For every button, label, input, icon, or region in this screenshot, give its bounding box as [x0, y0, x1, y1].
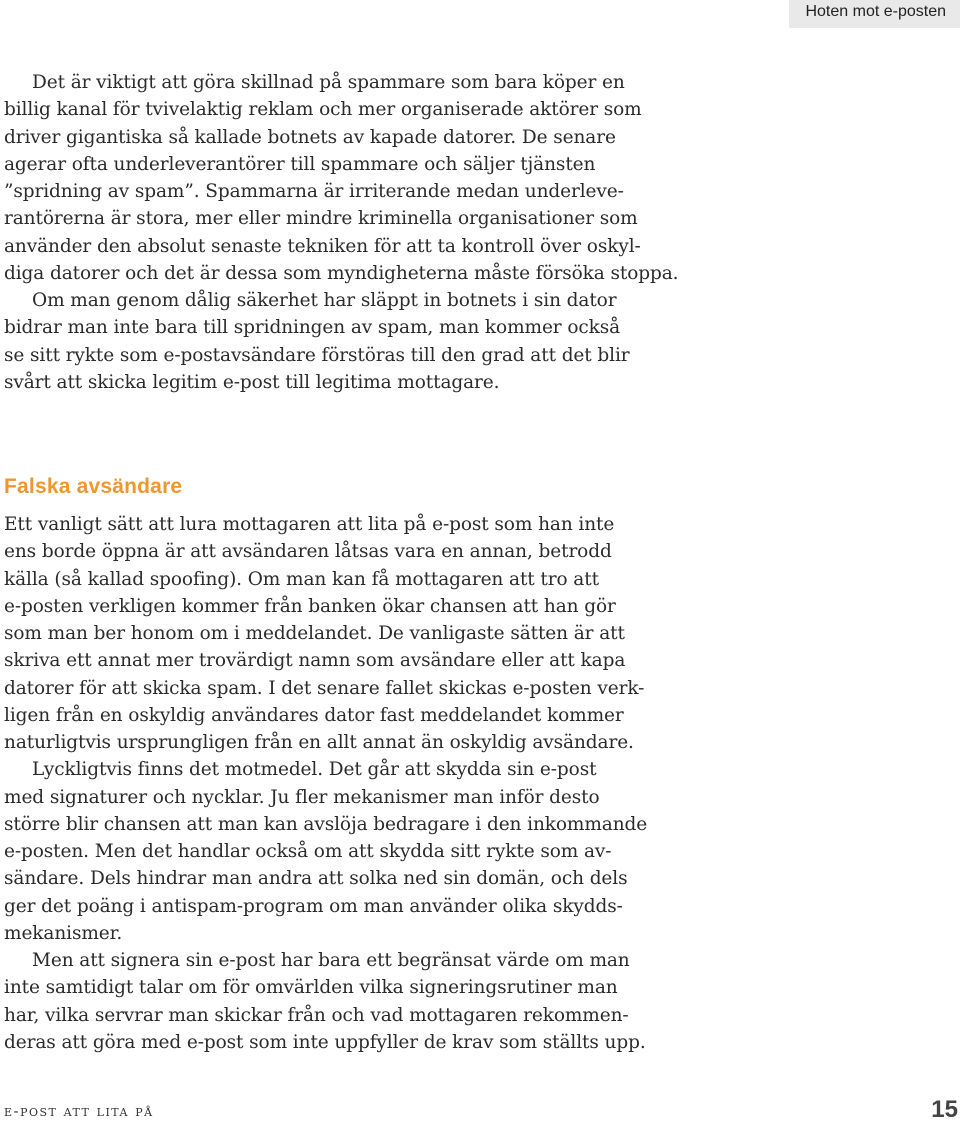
- text-line: ens borde öppna är att avsändaren låtsas vara en annan, betrodd: [4, 541, 612, 563]
- text-line: använder den absolut senaste tekniken för att ta kontroll över oskyl-: [4, 235, 641, 257]
- text-line: Men att signera sin e-post har bara ett begränsat värde om man: [32, 950, 630, 971]
- text-line: Om man genom dålig säkerhet har släppt in botnets i sin dator: [32, 290, 617, 311]
- text-line: Det är viktigt att göra skillnad på spammare som bara köper en: [32, 72, 625, 93]
- text-line: större blir chansen att man kan avslöja bedragare i den inkommande: [4, 813, 648, 835]
- text-line: svårt att skicka legitim e-post till legitima mottagare.: [4, 371, 500, 393]
- text-line: Ett vanligt sätt att lura mottagaren att lita på e-post som han inte: [4, 514, 615, 535]
- text-line: ”spridning av spam”. Spammarna är irriterande medan underleve-: [4, 181, 624, 202]
- page-number: 15: [931, 1096, 958, 1123]
- text-line: e-posten verkligen kommer från banken ökar chansen att han gör: [4, 595, 616, 617]
- text-line: e-posten. Men det handlar också om att skydda sitt rykte som av-: [4, 841, 612, 862]
- text-line: se sitt rykte som e-postavsändare förstöras till den grad att det blir: [4, 344, 630, 366]
- text-line: driver gigantiska så kallade botnets av kapade datorer. De senare: [4, 126, 616, 148]
- text-line: skriva ett annat mer trovärdigt namn som avsändare eller att kapa: [4, 650, 626, 672]
- text-line: har, vilka servrar man skickar från och vad mottagaren rekommen-: [4, 1004, 629, 1026]
- running-header: Hoten mot e-posten: [789, 0, 960, 28]
- footer-book-title: e-post att lita på: [4, 1102, 154, 1120]
- text-line: mekanismer.: [4, 922, 123, 944]
- text-line: bidrar man inte bara till spridningen av spam, man kommer också: [4, 317, 621, 339]
- text-line: som man ber honom om i meddelandet. De vanligaste sätten är att: [4, 623, 625, 644]
- text-line: sändare. Dels hindrar man andra att solka ned sin domän, och dels: [4, 868, 628, 890]
- text-line: agerar ofta underleverantörer till spammare och säljer tjänsten: [4, 153, 596, 175]
- text-line: deras att göra med e-post som inte uppfyller de krav som ställts upp.: [4, 1031, 646, 1053]
- text-line: inte samtidigt talar om för omvärlden vilka signeringsrutiner man: [4, 977, 618, 999]
- section-heading: Falska avsändare: [4, 475, 183, 498]
- text-line: källa (så kallad spoofing). Om man kan få mottagaren att tro att: [4, 568, 599, 590]
- section-paragraphs: [4, 511, 666, 1056]
- text-line: diga datorer och det är dessa som myndigheterna måste försöka stoppa.: [4, 262, 679, 284]
- intro-paragraphs: [4, 69, 679, 396]
- text-line: rantörerna är stora, mer eller mindre kriminella organisationer som: [4, 208, 638, 230]
- text-line: naturligtvis ursprungligen från en allt annat än oskyldig avsändare.: [4, 732, 634, 753]
- text-line: Lyckligtvis finns det motmedel. Det går att skydda sin e-post: [32, 759, 597, 781]
- text-line: ger det poäng i antispam-program om man använder olika skydds-: [4, 895, 623, 917]
- text-line: med signaturer och nycklar. Ju fler mekanismer man inför desto: [4, 786, 600, 808]
- text-line: ligen från en oskyldig användares dator fast meddelandet kommer: [4, 704, 624, 726]
- text-line: billig kanal för tvivelaktig reklam och mer organiserade aktörer som: [4, 99, 642, 121]
- text-line: datorer för att skicka spam. I det senare fallet skickas e-posten verk-: [4, 677, 645, 699]
